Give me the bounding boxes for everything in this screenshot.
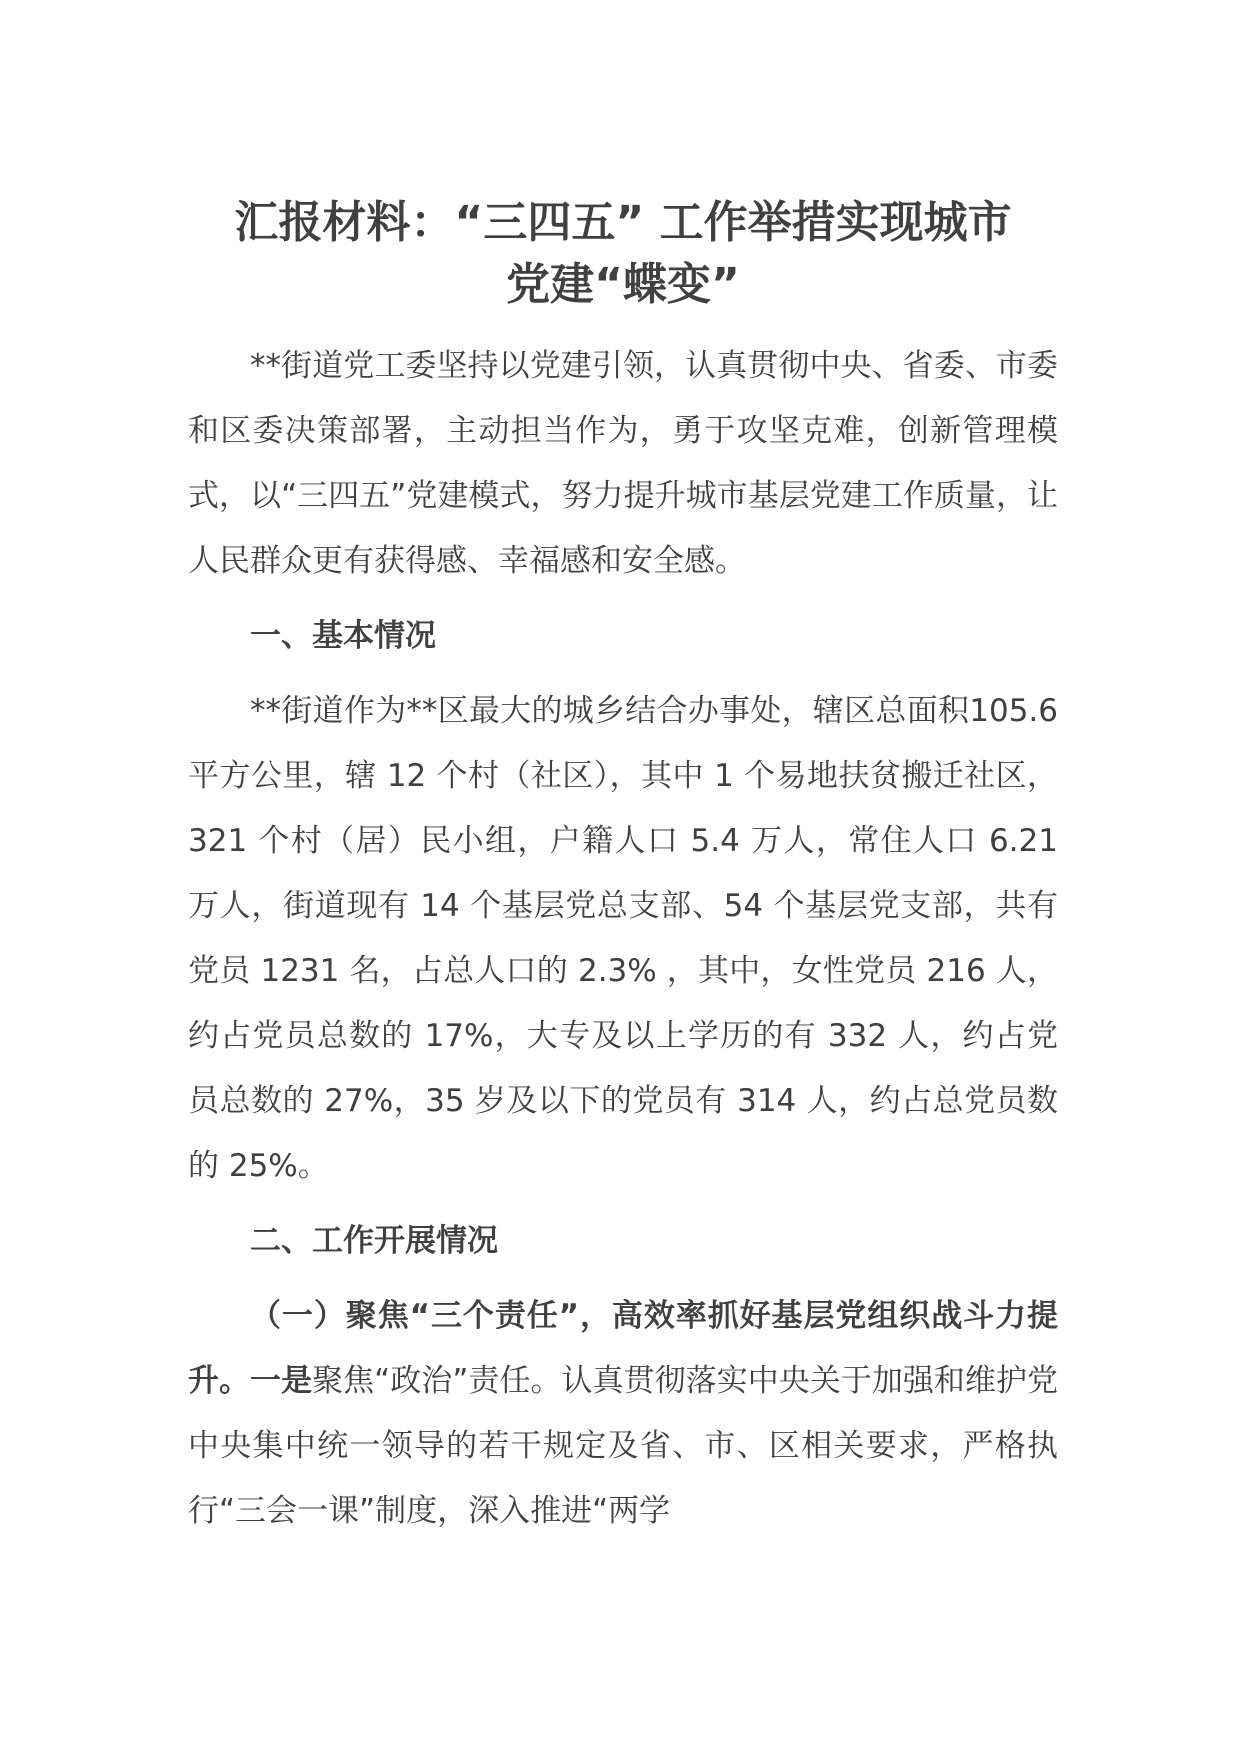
document-page xyxy=(188,192,1058,1544)
intro-paragraph: **街道党工委坚持以党建引领，认真贯彻中央、省委、市委和区委决策部署，主动担当作为，勇于攻坚克难，创新管理模式，以“三四五”党建模式，努力提升城市基层党建工作质量，让人民群众更有获得感、幸福感和安全感。 xyxy=(188,348,1058,579)
subsection-1-heading: （一）聚焦“三个责任”，高效率抓好基层党组织战斗力提升。一是 xyxy=(188,1298,1058,1399)
subsection-1-body: 聚焦“政治”责任。认真贯彻落实中央关于加强和维护党中央集中统一领导的若干规定及省、市、区相关要求，严格执行“三会一课”制度，深入推进“两学 xyxy=(188,1363,1058,1529)
title-line-2: 党建“蝶变” xyxy=(506,259,740,310)
section-1-paragraph: **街道作为**区最大的城乡结合办事处，辖区总面积105.6 平方公里，辖 12 个村（社区），其中 1 个易地扶贫搬迁社区，321 个村（居）民小组，户籍人口 5.4 万人，常住人口 6.21 万人，街道现有 14 个基层党总支部、54 个基层党支部，共有党员 1231 名，占总人口的 2.3% ，其中，女性党员 216 人，约占党员总数的 17%，大专及以上学历的有 332 人，约占党员总数的 27%，35 岁及以下的党员有 314 人，约占总党员数的 25%。 xyxy=(188,693,1058,1184)
section-2-heading: 二、工作开展情况 xyxy=(250,1223,498,1259)
section-2-paragraph xyxy=(188,1284,1058,1544)
document-title xyxy=(188,192,1058,316)
section-1-heading: 一、基本情况 xyxy=(250,618,436,654)
title-line-1: 汇报材料：“三四五” 工作举措实现城市 xyxy=(234,197,1012,248)
